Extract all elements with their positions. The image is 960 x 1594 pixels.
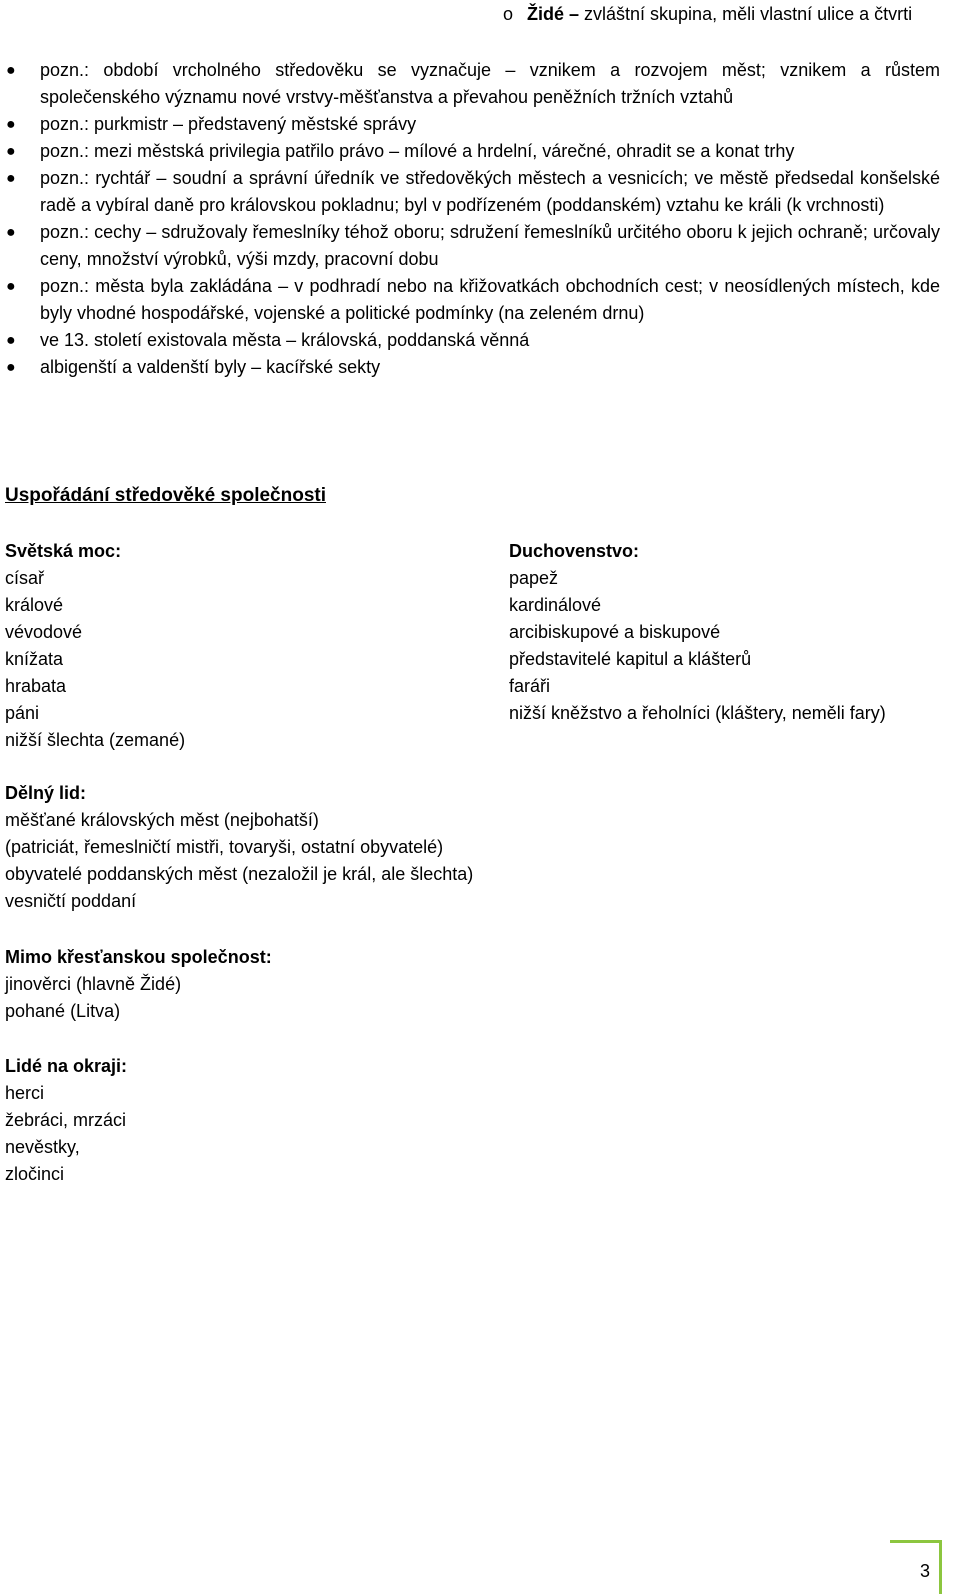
secular-item: hrabata: [5, 676, 67, 696]
bullet-text: pozn.: města byla zakládána – v podhradí nebo na křižovatkách obchodních cest; v neosídlených místech, kde byly vhodné hospodářské, vojenské a politické podmínky (na zeleném drnu): [40, 276, 940, 323]
clergy-item: papež: [509, 568, 559, 588]
working-people-item: vesničtí poddaní: [5, 891, 137, 911]
clergy-item: nižší kněžstvo a řeholníci (kláštery, neměli fary): [509, 703, 886, 723]
outside-christian-item: jinověrci (hlavně Židé): [5, 974, 182, 994]
bullet-item: [6, 327, 940, 354]
working-people-title: Dělný lid:: [5, 783, 87, 803]
bullet-item: [6, 273, 940, 327]
bullet-dot-icon: ●: [6, 224, 16, 241]
bullet-text: pozn.: cechy – sdružovaly řemeslníky téhož oboru; sdružení řemeslníků určitého oboru k jejich ochraně; určovaly ceny, množství výrobků, výši mzdy, pracovní dobu: [40, 222, 940, 269]
sub-bullet-marker: o: [503, 4, 514, 24]
bullet-item: [6, 138, 940, 165]
notes-bullet-list: [6, 57, 940, 381]
sub-bullet-jews: [503, 1, 947, 28]
working-people-item: (patriciát, řemeslničtí mistři, tovaryši, ostatní obyvatelé): [5, 837, 444, 857]
working-people-item: měšťané královských měst (nejbohatší): [5, 810, 319, 830]
bullet-item: [6, 57, 940, 111]
bullet-text: ve 13. století existovala města – královská, poddanská věnná: [40, 330, 530, 350]
bullet-item: [6, 165, 940, 219]
secular-item: páni: [5, 703, 40, 723]
page-number-box: [890, 1540, 942, 1594]
margins-block: [5, 1053, 905, 1188]
bullet-dot-icon: ●: [6, 62, 16, 79]
bullet-item: [6, 111, 940, 138]
bullet-text: pozn.: mezi městská privilegia patřilo právo – mílové a hrdelní, várečné, ohradit se a konat trhy: [40, 141, 795, 161]
bullet-dot-icon: ●: [6, 278, 16, 295]
bullet-text: albigenští a valdenští byly – kacířské sekty: [40, 357, 381, 377]
outside-christian-item: pohané (Litva): [5, 1001, 121, 1021]
sub-bullet-text: zvláštní skupina, měli vlastní ulice a čtvrti: [579, 4, 913, 24]
bullet-dot-icon: ●: [6, 170, 16, 187]
margins-item: zločinci: [5, 1164, 65, 1184]
bullet-text: pozn.: rychtář – soudní a správní úředník ve středověkých městech a vesnicích; ve městě předsedal konšelské radě a vybíral daně pro královskou pokladnu; byl v podřízeném (poddanském) vztahu ke králi (k vrchnosti): [40, 168, 940, 215]
secular-item: králové: [5, 595, 64, 615]
bullet-item: [6, 354, 940, 381]
bullet-dot-icon: ●: [6, 143, 16, 160]
margins-title: Lidé na okraji:: [5, 1056, 128, 1076]
secular-item: vévodové: [5, 622, 83, 642]
outside-christian-block: [5, 944, 905, 1025]
secular-item: císař: [5, 568, 45, 588]
outside-christian-title: Mimo křesťanskou společnost:: [5, 947, 272, 967]
margins-item: herci: [5, 1083, 45, 1103]
clergy-item: kardinálové: [509, 595, 602, 615]
secular-power-title: Světská moc:: [5, 541, 122, 561]
secular-item: knížata: [5, 649, 64, 669]
margins-item: nevěstky,: [5, 1137, 80, 1157]
working-people-item: obyvatelé poddanských měst (nezaložil je král, ale šlechta): [5, 864, 474, 884]
clergy-item: faráři: [509, 676, 551, 696]
bullet-dot-icon: ●: [6, 359, 16, 376]
working-people-block: [5, 780, 905, 915]
secular-power-column: [5, 538, 435, 754]
clergy-item: arcibiskupové a biskupové: [509, 622, 721, 642]
secular-item: nižší šlechta (zemané): [5, 730, 186, 750]
page-number: 3: [919, 1561, 930, 1581]
page-number-accent-top: [890, 1540, 942, 1543]
clergy-column: [509, 538, 939, 727]
page-number-accent-side: [939, 1540, 942, 1594]
clergy-item: představitelé kapitul a klášterů: [509, 649, 752, 669]
bullet-dot-icon: ●: [6, 116, 16, 133]
bullet-item: [6, 219, 940, 273]
sub-bullet-bold-term: Židé –: [527, 4, 580, 24]
bullet-text: pozn.: období vrcholného středověku se vyznačuje – vznikem a rozvojem měst; vznikem a růstem společenského významu nové vrstvy-měšťanstva a převahou peněžních tržních vztahů: [40, 60, 940, 107]
bullet-dot-icon: ●: [6, 332, 16, 349]
bullet-text: pozn.: purkmistr – představený městské správy: [40, 114, 417, 134]
margins-item: žebráci, mrzáci: [5, 1110, 127, 1130]
section-heading: Uspořádání středověké společnosti: [5, 485, 326, 506]
clergy-title: Duchovenstvo:: [509, 541, 640, 561]
